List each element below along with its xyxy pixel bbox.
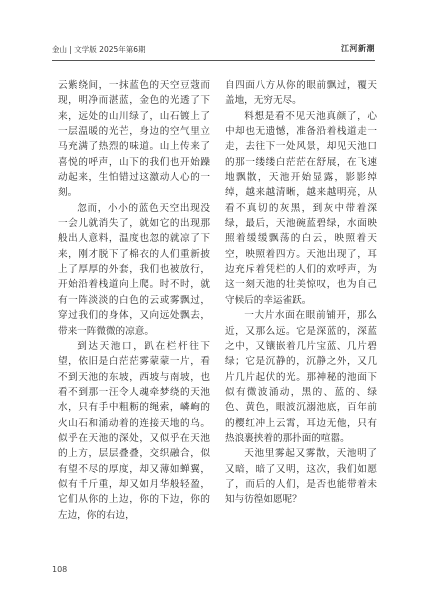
left-column (58, 78, 210, 523)
paragraph: 天池里雾起又雾散，天池明了又暗，暗了又明，这次，我们如愿了，而后的人们，是否也能带着未知与彷徨如愿呢？ (225, 448, 377, 506)
paragraph: 一大片水面在眼前铺开，那么近，又那么远。它是深蓝的，深蓝之中，又镶嵌着几片宝蓝、几片碧绿；它是沉静的，沉静之外，又几片几片起伏的光。那神秘的池面下似有微波涌动，黑的、蓝的、绿色、黄色，眼波沉溺池底，百年前的樱红冲上云霄，耳边无他，只有热浪裹挟着的那扑面的喧嚣。 (225, 310, 377, 444)
running-header (52, 42, 375, 58)
section-title: 江河新潮 (341, 44, 375, 53)
page-number: 108 (52, 565, 68, 574)
right-column (225, 78, 377, 508)
paragraph: 料想是看不见天池真颜了，心中却也无遗憾，准备沿着栈道走一走，去往下一处风景，却见天池口的那一缕缕白茫茫在舒展，在飞速地飘散，天池开始显露，影影绰绰，越来越清晰，越来越明亮，从看不真切的灰黑，到灰中带着深绿，最后，天池碗蓝碧绿，水面映照着缓缓飘荡的白云，映照着天空，映照着四方。天池出现了，耳边充斥着凭栏的人们的欢呼声，为这一刻天池的壮美惊叹，也为自己守候后的幸运雀跃。 (225, 110, 377, 306)
header-rule (52, 60, 375, 61)
paragraph: 自四面八方从你的眼前飘过，覆天盖地，无穷无尽。 (225, 80, 377, 107)
paragraph: 到达天池口，趴在栏杆往下望，依旧是白茫茫雾蒙蒙一片，看不到天池的东坡，西坡与南坡，也看不到那一汪令人魂牵梦绕的天池水，只有手中粗粝的绳索，嶙峋的火山石和涌动着的连接天地的乌。似乎在天池的深处，又似乎在天池的上方，层层叠叠，交织融合，似有望不尽的厚度，却又薄如蝉翼，似有千斤重，却又如月华般轻盈，它们从你的上边，你的下边，你的左边，你的右边， (58, 340, 210, 521)
journal-info: 金山 | 文学版 2025年第6期 (52, 45, 146, 54)
paragraph: 云紫绕间，一抹蓝色的天空豆蔻而现，明净而湛蓝，金色的光透了下来，远处的山川绿了，山石镀上了一层温暖的光芒，身边的空气里立马充满了热烈的味道。山上传来了喜悦的呼声，山下的我们也开始躁动起来，生怕错过这激动人心的一刻。 (58, 80, 210, 199)
paragraph: 忽而，小小的蓝色天空出现没一会儿就消失了，就如它的出现那般出人意料，温度也忽的就凉了下来，刚才脱下了棉衣的人们重新披上了厚厚的外套，我们也被放行，开始沿着栈道向上爬。时不时，就有一阵淡淡的白色的云或雾飘过，穿过我们的身体，又向远处飘去，带来一阵微微的凉意。 (58, 202, 210, 337)
